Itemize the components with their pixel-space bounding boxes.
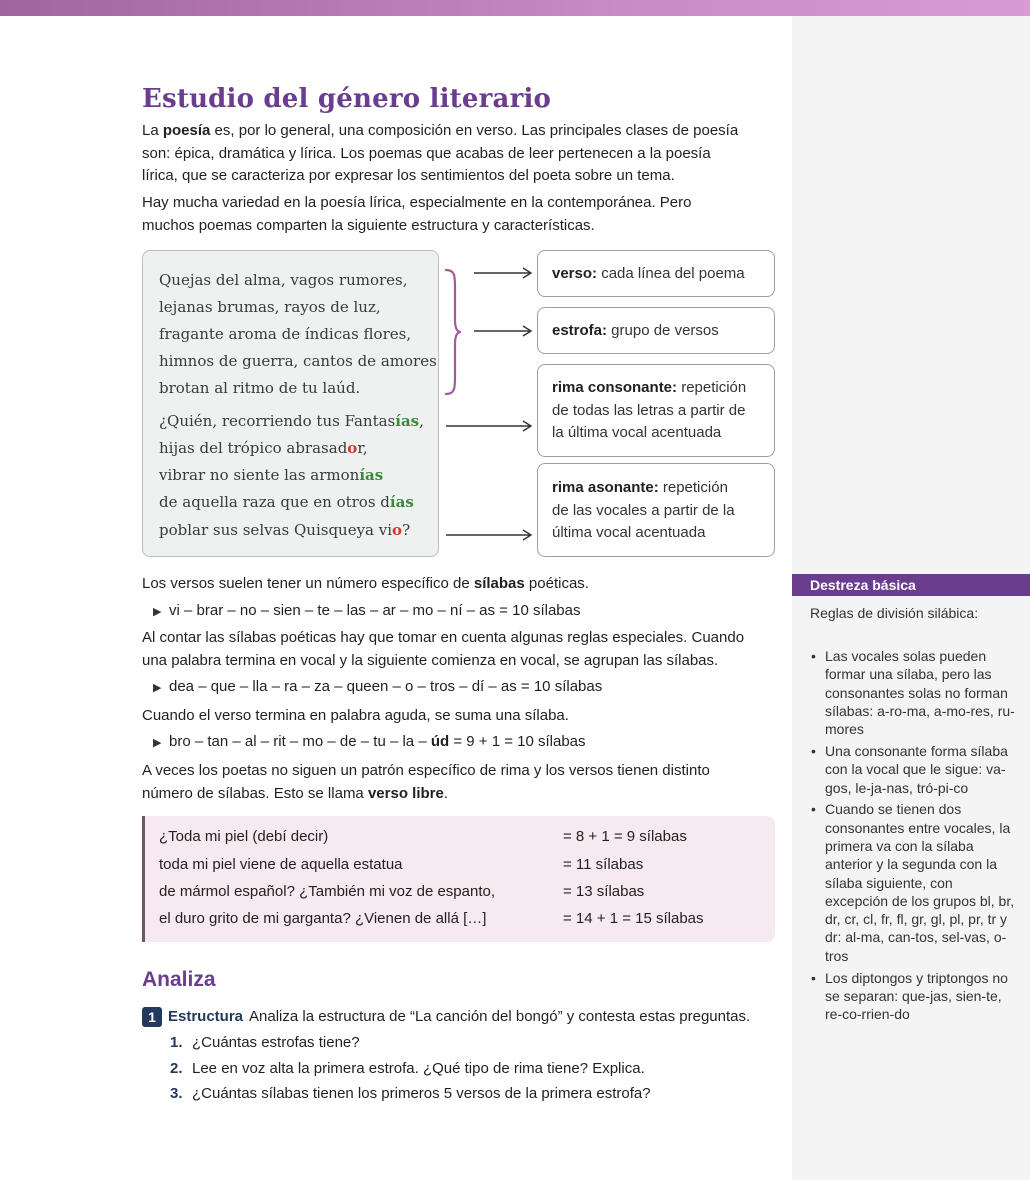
poem-line — [159, 493, 414, 511]
brace-icon — [443, 268, 463, 396]
definition-rima-consonante — [537, 364, 775, 457]
list-item: • Las vocales solas pueden formar una sílaba, pero las consonantes solas no forman sílabas: a-ro-ma, a-mo-res, ru-mores — [810, 647, 1015, 738]
sidebar-rules-list — [810, 647, 1015, 1027]
activity-number-badge: 1 — [142, 1007, 162, 1027]
question-number: 1. — [170, 1034, 183, 1051]
question-text: ¿Cuántas sílabas tienen los primeros 5 versos de la primera estrofa? — [192, 1085, 651, 1102]
arrow-icon — [446, 419, 534, 433]
syllables-paragraph-1 — [142, 573, 776, 596]
rhyme-highlight: o — [392, 521, 403, 539]
text-line: una palabra termina en vocal y la siguiente comienza en vocal, se agrupan las sílabas. — [142, 651, 719, 669]
arrow-icon — [446, 528, 534, 542]
rhyme-highlight: ías — [359, 466, 384, 484]
text-fragment: r, — [357, 439, 368, 457]
intro-paragraph-2 — [142, 192, 776, 237]
question-number: 2. — [170, 1060, 183, 1077]
bold-term: úd — [430, 733, 450, 750]
text-fragment: La — [142, 122, 163, 139]
intro-paragraph-1 — [142, 120, 776, 188]
poem-line — [159, 466, 383, 484]
text-line: son: épica, dramática y lírica. Los poemas que acabas de leer pertenecen a la poesía — [142, 144, 711, 162]
text-fragment: ? — [402, 521, 411, 539]
definition-term: rima consonante: — [552, 379, 678, 396]
rhyme-highlight: o — [347, 439, 358, 457]
arrow-icon — [474, 324, 534, 338]
question-number: 3. — [170, 1085, 183, 1102]
free-verse-line: el duro grito de mi garganta? ¿Vienen de allá […] — [159, 910, 487, 927]
question-text: ¿Cuántas estrofas tiene? — [192, 1034, 360, 1051]
syllable-count: = 8 + 1 = 9 sílabas — [563, 828, 687, 845]
text-line: lírica, que se caracteriza por expresar los sentimientos del poeta sobre un tema. — [142, 167, 675, 184]
syllables-paragraph-2 — [142, 627, 776, 672]
definition-text: de las vocales a partir de la — [552, 501, 735, 519]
definition-term: estrofa: — [552, 322, 608, 339]
text-fragment: número de sílabas. Esto se llama — [142, 784, 368, 802]
example-bullet — [153, 602, 581, 619]
definition-verso — [537, 250, 775, 297]
poem-line — [159, 439, 368, 457]
text-fragment: Los versos suelen tener un número específico de — [142, 575, 474, 592]
definition-text: la última vocal acentuada — [552, 424, 722, 441]
example-bullet — [153, 678, 602, 695]
text-fragment: , — [419, 412, 424, 430]
definition-text: grupo de versos — [607, 322, 719, 339]
free-verse-line: de mármol español? ¿También mi voz de espanto, — [159, 883, 496, 900]
poem-line — [159, 412, 424, 430]
poem-line: himnos de guerra, cantos de amores — [159, 352, 437, 370]
activity-instructions: Analiza la estructura de “La canción del bongó” y contesta estas preguntas. — [249, 1007, 751, 1025]
sidebar-intro: Reglas de división silábica: — [810, 605, 979, 621]
question-text: Lee en voz alta la primera estrofa. ¿Qué tipo de rima tiene? Explica. — [192, 1060, 645, 1077]
definition-text: de todas las letras a partir de — [552, 401, 746, 419]
bold-term: poesía — [162, 122, 211, 139]
triangle-bullet-icon: ▶ — [153, 682, 162, 694]
triangle-bullet-icon: ▶ — [153, 606, 162, 618]
text-line: A veces los poetas no siguen un patrón específico de rima y los versos tienen distinto — [142, 762, 710, 779]
free-verse-box — [142, 816, 775, 942]
analiza-heading: Analiza — [142, 968, 216, 991]
poem-line: fragante aroma de índicas flores, — [159, 325, 412, 343]
definition-term: verso: — [552, 265, 598, 282]
example-text: = 9 + 1 = 10 sílabas — [449, 733, 586, 750]
sidebar-heading: Destreza básica — [792, 574, 1030, 596]
syllable-count: = 14 + 1 = 15 sílabas — [563, 910, 704, 927]
poem-line — [159, 521, 410, 539]
free-verse-line: toda mi piel viene de aquella estatua — [159, 856, 403, 873]
list-item: • Los diptongos y triptongos no se separan: que-jas, sien-te, re-co-rrien-do — [810, 969, 1015, 1024]
text-fragment: vibrar no siente las armon — [159, 466, 360, 484]
syllable-count: = 11 sílabas — [563, 856, 644, 873]
list-item: • Cuando se tienen dos consonantes entre vocales, la primera va con la sílaba anterior y la segunda con la sílaba siguiente, con excepción de los grupos bl, br, dr, cr, cl, fr, fl, gr, gl, pl, pr, tr y dr: al-ma, can-tos, sel-vas, o-tros — [810, 800, 1015, 965]
triangle-bullet-icon: ▶ — [153, 737, 162, 749]
poem-box — [142, 250, 439, 557]
definition-text: cada línea del poema — [597, 265, 745, 282]
list-item: • Una consonante forma sílaba con la vocal que le sigue: va-gos, le-ja-nas, tró-pi-co — [810, 742, 1015, 797]
page-title: Estudio del género literario — [142, 84, 552, 114]
definition-term: rima asonante: — [552, 479, 659, 496]
poem-line: Quejas del alma, vagos rumores, — [159, 271, 408, 289]
activity-intro — [142, 1007, 750, 1027]
text-fragment: . — [443, 784, 448, 802]
text-fragment: hijas del trópico abrasad — [159, 439, 348, 457]
example-text: vi – brar – no – sien – te – las – ar – mo – ní – as = 10 sílabas — [169, 602, 581, 619]
text-line: Al contar las sílabas poéticas hay que tomar en cuenta algunas reglas especiales. Cuando — [142, 629, 745, 646]
bold-term: sílabas — [473, 575, 525, 592]
definition-text: última vocal acentuada — [552, 524, 706, 541]
rhyme-highlight: ías — [395, 412, 420, 430]
activity-label: Estructura — [168, 1007, 244, 1025]
syllable-count: = 13 sílabas — [563, 883, 645, 900]
poem-line: lejanas brumas, rayos de luz, — [159, 298, 381, 316]
text-fragment: ¿Quién, recorriendo tus Fantas — [159, 412, 396, 430]
text-fragment: es, por lo general, una composición en verso. Las principales clases de poesía — [210, 122, 739, 139]
syllables-paragraph-4 — [142, 760, 776, 805]
bold-term: verso libre — [367, 784, 444, 802]
definition-text: repetición — [658, 479, 728, 496]
poem-line: brotan al ritmo de tu laúd. — [159, 379, 361, 397]
text-fragment: poéticas. — [524, 575, 589, 592]
example-text: bro – tan – al – rit – mo – de – tu – la – — [169, 733, 431, 750]
text-fragment: poblar sus selvas Quisqueya vi — [159, 521, 393, 539]
rhyme-highlight: ías — [389, 493, 414, 511]
definition-text: repetición — [677, 379, 747, 396]
example-bullet — [153, 733, 586, 750]
text-line: Cuando el verso termina en palabra aguda, se suma una sílaba. — [142, 707, 569, 724]
definition-estrofa — [537, 307, 775, 354]
question-item — [170, 1060, 645, 1077]
question-item — [170, 1085, 651, 1102]
text-line: muchos poemas comparten la siguiente estructura y características. — [142, 216, 595, 234]
text-line: Hay mucha variedad en la poesía lírica, especialmente en la contemporánea. Pero — [142, 194, 692, 211]
question-item — [170, 1034, 360, 1051]
example-text: dea – que – lla – ra – za – queen – o – tros – dí – as = 10 sílabas — [169, 678, 603, 695]
text-fragment: de aquella raza que en otros d — [159, 493, 390, 511]
definition-rima-asonante — [537, 463, 775, 557]
syllables-paragraph-3 — [142, 705, 776, 728]
arrow-icon — [474, 266, 534, 280]
top-decorative-bar — [0, 0, 1030, 16]
free-verse-line: ¿Toda mi piel (debí decir) — [159, 828, 329, 845]
